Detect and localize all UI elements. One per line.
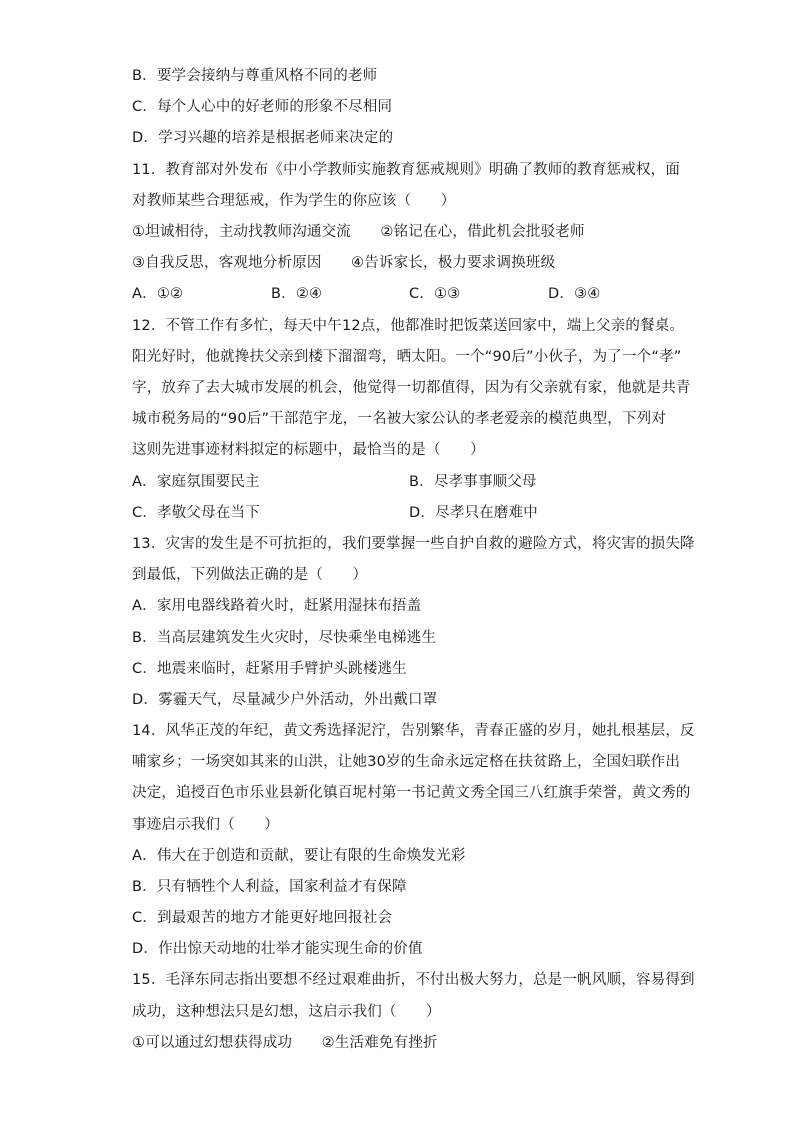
q11-statement-line: ①坦诚相待，主动找教师沟通交流 ②铭记在心，借此机会批驳老师: [132, 224, 585, 240]
q15-stem-line: 15．毛泽东同志指出要想不经过艰难曲折，不付出极大努力，总是一帆风顺，容易得到: [132, 972, 695, 988]
q11-option-a: A．①②: [132, 286, 184, 302]
q11-stem-line: 11．教育部对外发布《中小学教师实施教育惩戒规则》明确了教师的教育惩戒权，面: [132, 162, 681, 178]
q13-option-d: D．雾霾天气，尽量减少户外活动，外出戴口罩: [132, 692, 438, 708]
q13-option-b: B．当高层建筑发生火灾时，尽快乘坐电梯逃生: [132, 630, 437, 646]
q12-stem-line: 字，放弃了去大城市发展的机会，他觉得一切都值得，因为有父亲就有家，他就是共青: [132, 380, 691, 396]
q14-stem-line: 哺家乡；一场突如其来的山洪，让她30岁的生命永远定格在扶贫路上，全国妇联作出: [132, 754, 681, 770]
q12-stem-line: 这则先进事迹材料拟定的标题中，最恰当的是（ ）: [132, 442, 485, 458]
q10-option-b: B．要学会接纳与尊重风格不同的老师: [132, 68, 378, 84]
q11-stem-line: 对教师某些合理惩戒，作为学生的你应该（ ）: [132, 193, 456, 209]
q11-statement-line: ③自我反思，客观地分析原因 ④告诉家长，极力要求调换班级: [132, 255, 556, 271]
q13-stem-line: 到最低，下列做法正确的是（ ）: [132, 567, 368, 583]
q10-option-d: D．学习兴趣的培养是根据老师来决定的: [132, 130, 394, 146]
q12-option-a: A．家庭氛围要民主: [132, 474, 260, 490]
q14-stem-line: 事迹启示我们（ ）: [132, 817, 279, 833]
q12-stem-line: 城市税务局的“90后”干部范宇龙，一名被大家公认的孝老爱亲的模范典型，下列对: [132, 411, 667, 427]
q15-stem-line: 成功，这种想法只是幻想，这启示我们（ ）: [132, 1004, 441, 1020]
q14-option-d: D．作出惊天动地的壮举才能实现生命的价值: [132, 941, 423, 957]
q11-option-d: D．③④: [548, 286, 601, 302]
q14-option-c: C．到最艰苦的地方才能更好地回报社会: [132, 910, 393, 926]
q12-option-c: C．孝敬父母在当下: [132, 505, 260, 521]
q11-option-b: B．②④: [271, 286, 323, 302]
q13-stem-line: 13．灾害的发生是不可抗拒的，我们要掌握一些自护自救的避险方式，将灾害的损失降: [132, 536, 695, 552]
q13-option-a: A．家用电器线路着火时，赶紧用湿抹布捂盖: [132, 598, 422, 614]
q14-option-b: B．只有牺牲个人利益，国家利益才有保障: [132, 879, 407, 895]
q12-option-b: B．尽孝事事顺父母: [409, 474, 537, 490]
q15-statement-line: ①可以通过幻想获得成功 ②生活难免有挫折: [132, 1035, 438, 1051]
q12-stem-line: 阳光好时，他就搀扶父亲到楼下溜溜弯，晒太阳。一个“90后”小伙子，为了一个“孝”: [132, 349, 682, 365]
q12-stem-line: 12．不管工作有多忙，每天中午12点，他都准时把饭菜送回家中，端上父亲的餐桌。: [132, 318, 685, 334]
q14-option-a: A．伟大在于创造和贡献，要让有限的生命焕发光彩: [132, 848, 466, 864]
q14-stem-line: 决定，追授百色市乐业县新化镇百坭村第一书记黄文秀全国三八红旗手荣誉，黄文秀的: [132, 785, 691, 801]
q10-option-c: C．每个人心中的好老师的形象不尽相同: [132, 99, 393, 115]
q11-option-c: C．①③: [409, 286, 461, 302]
q12-option-d: D．尽孝只在磨难中: [409, 505, 538, 521]
q14-stem-line: 14．风华正茂的年纪，黄文秀选择泥泞，告别繁华，青春正盛的岁月，她扎根基层，反: [132, 723, 695, 739]
q13-option-c: C．地震来临时，赶紧用手臂护头跳楼逃生: [132, 661, 407, 677]
